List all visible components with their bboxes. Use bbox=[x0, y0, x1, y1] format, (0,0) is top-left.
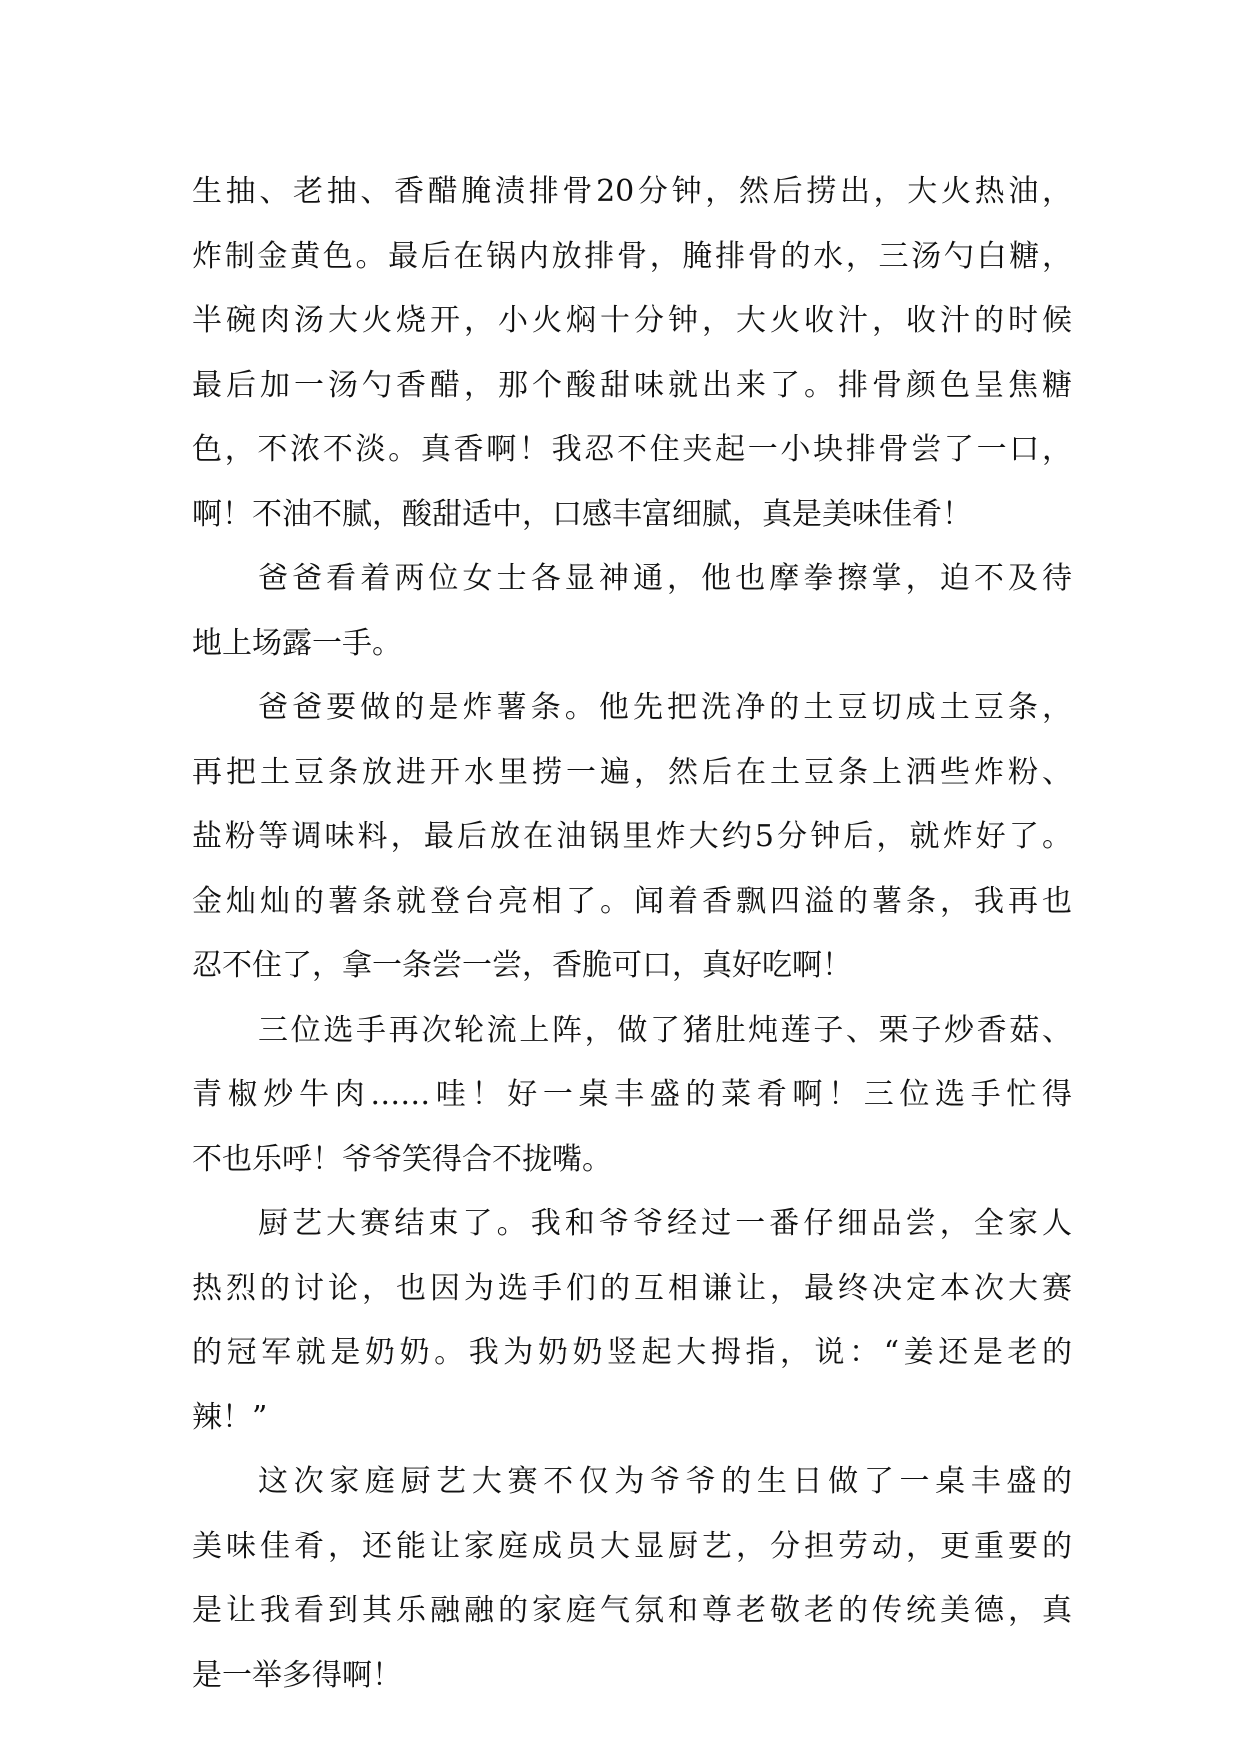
text-line: 是让我看到其乐融融的家庭气氛和尊老敬老的传统美德，真 bbox=[192, 1593, 1072, 1628]
text-line: 炸制金黄色。最后在锅内放排骨，腌排骨的水，三汤勺白糖， bbox=[192, 238, 1072, 274]
text-line: 金灿灿的薯条就登台亮相了。闻着香飘四溢的薯条，我再也 bbox=[192, 883, 1072, 919]
text-line: 不也乐呼！爷爷笑得合不拢嘴。 bbox=[192, 1141, 612, 1177]
text-line: 美味佳肴，还能让家庭成员大显厨艺，分担劳动，更重要的 bbox=[192, 1528, 1072, 1564]
text-line: 三位选手再次轮流上阵，做了猪肚炖莲子、栗子炒香菇、 bbox=[258, 1012, 1072, 1048]
text-line: 色，不浓不淡。真香啊！我忍不住夹起一小块排骨尝了一口， bbox=[192, 432, 1072, 467]
text-line: 的冠军就是奶奶。我为奶奶竖起大拇指，说：“姜还是老的 bbox=[192, 1335, 1072, 1370]
text-line: 爸爸看着两位女士各显神通，他也摩拳擦掌，迫不及待 bbox=[258, 561, 1072, 596]
text-line: 是一举多得啊！ bbox=[192, 1657, 402, 1693]
text-line: 忍不住了，拿一条尝一尝，香脆可口，真好吃啊！ bbox=[192, 948, 852, 983]
text-line: 最后加一汤勺香醋，那个酸甜味就出来了。排骨颜色呈焦糖 bbox=[192, 367, 1072, 403]
text-line: 啊！不油不腻，酸甜适中，口感丰富细腻，真是美味佳肴！ bbox=[192, 496, 972, 532]
essay-body bbox=[192, 160, 1072, 1708]
text-line: 爸爸要做的是炸薯条。他先把洗净的土豆切成土豆条， bbox=[258, 690, 1072, 725]
text-line: 盐粉等调味料，最后放在油锅里炸大约5分钟后，就炸好了。 bbox=[192, 819, 1072, 854]
text-line: 辣！” bbox=[192, 1399, 268, 1435]
text-line: 青椒炒牛肉……哇！好一桌丰盛的菜肴啊！三位选手忙得 bbox=[192, 1077, 1072, 1112]
text-line: 厨艺大赛结束了。我和爷爷经过一番仔细品尝，全家人 bbox=[258, 1206, 1072, 1241]
text-line: 这次家庭厨艺大赛不仅为爷爷的生日做了一桌丰盛的 bbox=[258, 1464, 1072, 1499]
text-line: 地上场露一手。 bbox=[192, 625, 402, 661]
text-line: 半碗肉汤大火烧开，小火焖十分钟，大火收汁，收汁的时候 bbox=[192, 303, 1072, 338]
text-line: 热烈的讨论，也因为选手们的互相谦让，最终决定本次大赛 bbox=[192, 1270, 1072, 1306]
text-line: 再把土豆条放进开水里捞一遍，然后在土豆条上洒些炸粉、 bbox=[192, 754, 1072, 790]
text-line: 生抽、老抽、香醋腌渍排骨20分钟，然后捞出，大火热油， bbox=[192, 174, 1072, 209]
